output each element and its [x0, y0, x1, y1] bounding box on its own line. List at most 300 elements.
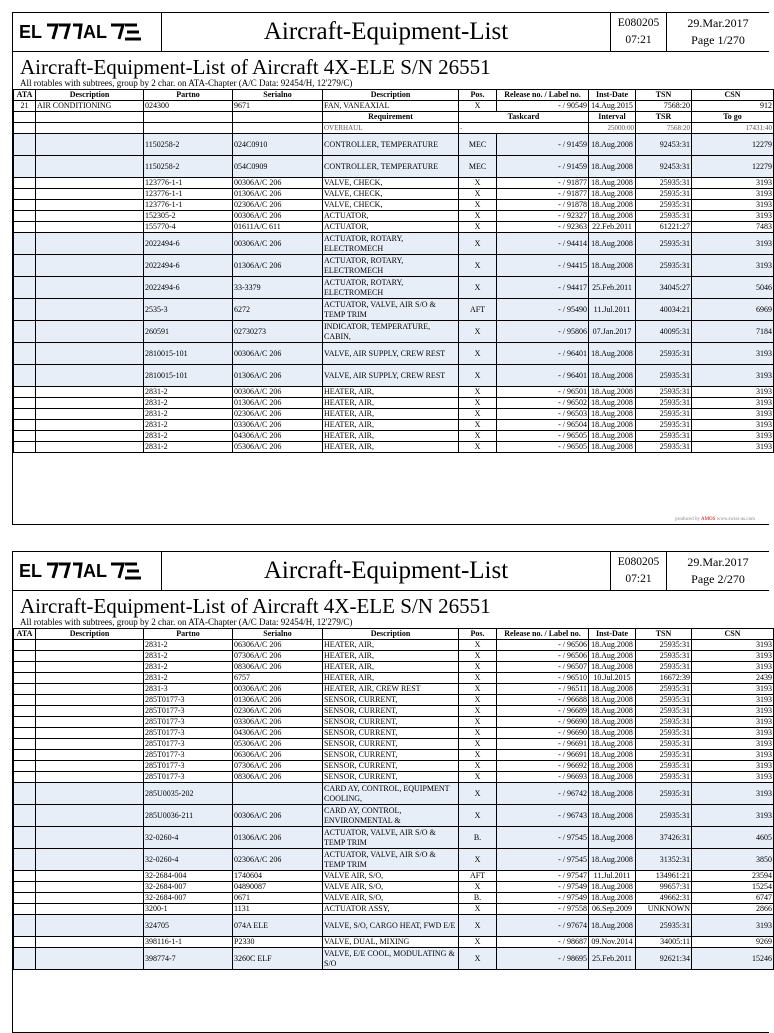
cell-pos: X: [459, 651, 497, 662]
cell-chapter: [36, 717, 144, 728]
cell-partno: 285T0177-3: [144, 695, 233, 706]
table-row: [14, 706, 774, 717]
cell-serialno: 00306A/C 206: [233, 233, 323, 255]
page-header: [13, 552, 769, 591]
cell-tsn: 25935:31: [636, 211, 692, 222]
cell-partno: 285T0177-3: [144, 728, 233, 739]
cell-release: - / 96689: [497, 706, 589, 717]
cell-csn: 5046: [692, 277, 774, 299]
cell-partno: 32-0260-4: [144, 849, 233, 871]
table-header: [14, 629, 774, 640]
requirement-header-row: [14, 112, 774, 123]
cell-inst-date: 18.Aug.2008: [589, 761, 636, 772]
cell-release: - / 96511: [497, 684, 589, 695]
cell-pos: X: [459, 387, 497, 398]
table-row: [14, 442, 774, 453]
cell-serialno: 03306A/C 206: [233, 420, 323, 431]
doc-code: [611, 13, 667, 51]
cell-inst-date: 18.Aug.2008: [589, 398, 636, 409]
cell-description: ACTUATOR,: [323, 211, 459, 222]
cell-serialno: 1131: [233, 904, 323, 915]
cell-partno: 2831-2: [144, 387, 233, 398]
cell-inst-date: 18.Aug.2008: [589, 695, 636, 706]
cell-chapter: [36, 904, 144, 915]
cell-partno: 2535-3: [144, 299, 233, 321]
cell-ata: [14, 365, 36, 387]
cell-ata: [14, 948, 36, 970]
cell-partno: 2831-2: [144, 442, 233, 453]
cell-inst-date: 11.Jul.2011: [589, 299, 636, 321]
req-tsr-value: 7568:20: [636, 123, 692, 134]
cell-tsn: 25935:31: [636, 728, 692, 739]
page-number: Page 2/270: [691, 572, 745, 586]
cell-partno: 2831-2: [144, 398, 233, 409]
col-description: Description: [36, 90, 144, 101]
cell-tsn: 25935:31: [636, 717, 692, 728]
cell-ata: [14, 882, 36, 893]
cell-tsn: 34045:27: [636, 277, 692, 299]
table-row: [14, 101, 774, 112]
cell-csn: 7483: [692, 222, 774, 233]
cell-tsn: 25935:31: [636, 662, 692, 673]
cell-serialno: 00306A/C 206: [233, 211, 323, 222]
table-row: [14, 343, 774, 365]
col-tsn: TSN: [636, 629, 692, 640]
cell-serialno: 024C0910: [233, 134, 323, 156]
cell-partno: 123776-1-1: [144, 200, 233, 211]
req-interval-value: 25000:00: [589, 123, 636, 134]
cell-description: VALVE, S/O, CARGO HEAT, FWD E/E: [323, 915, 459, 937]
table-row: [14, 761, 774, 772]
footer-prefix: produced by: [675, 517, 701, 522]
cell-inst-date: 18.Aug.2008: [589, 420, 636, 431]
cell-serialno: 01611A/C 611: [233, 222, 323, 233]
cell-chapter: [36, 442, 144, 453]
cell-partno: 285U0035-202: [144, 783, 233, 805]
cell-csn: 3193: [692, 717, 774, 728]
cell-tsn: 92453:31: [636, 134, 692, 156]
cell-serialno: 01306A/C 206: [233, 255, 323, 277]
doc-time: 07:21: [625, 573, 652, 585]
cell-pos: X: [459, 211, 497, 222]
cell-release: - / 97674: [497, 915, 589, 937]
cell-serialno: 04890087: [233, 882, 323, 893]
col-pos: Pos.: [459, 629, 497, 640]
cell-chapter: [36, 189, 144, 200]
cell-pos: X: [459, 717, 497, 728]
cell-tsn: 25935:31: [636, 431, 692, 442]
cell-csn: 6747: [692, 893, 774, 904]
cell-inst-date: 18.Aug.2008: [589, 750, 636, 761]
cell-inst-date: 18.Aug.2008: [589, 684, 636, 695]
table-row: [14, 255, 774, 277]
cell-inst-date: 09.Nov.2014: [589, 937, 636, 948]
col-release: Release no. / Label no.: [497, 629, 589, 640]
cell-partno: 285T0177-3: [144, 750, 233, 761]
cell-chapter: [36, 156, 144, 178]
cell-pos: X: [459, 750, 497, 761]
report-page-1: [12, 12, 772, 525]
cell-chapter: [36, 640, 144, 651]
cell-serialno: [233, 783, 323, 805]
cell-description: HEATER, AIR,: [323, 673, 459, 684]
cell-ata: [14, 189, 36, 200]
cell-chapter: [36, 409, 144, 420]
cell-tsn: 25935:31: [636, 365, 692, 387]
cell-ata: [14, 398, 36, 409]
cell-csn: 3193: [692, 772, 774, 783]
cell-tsn: 25935:31: [636, 761, 692, 772]
col-csn: CSN: [692, 629, 774, 640]
table-row: [14, 200, 774, 211]
cell-release: - / 96502: [497, 398, 589, 409]
report-date: 29.Mar.2017: [687, 555, 749, 569]
table-row: [14, 387, 774, 398]
cell-chapter: [36, 277, 144, 299]
cell-pos: X: [459, 189, 497, 200]
cell-inst-date: 18.Aug.2008: [589, 783, 636, 805]
cell-release: - / 91459: [497, 156, 589, 178]
cell-description: VALVE AIR, S/O,: [323, 871, 459, 882]
cell-description: SENSOR, CURRENT,: [323, 750, 459, 761]
cell-pos: MEC: [459, 156, 497, 178]
cell-csn: 912: [692, 101, 774, 112]
cell-chapter: [36, 827, 144, 849]
cell-chapter: [36, 211, 144, 222]
cell-description: SENSOR, CURRENT,: [323, 706, 459, 717]
cell-tsn: 25935:31: [636, 706, 692, 717]
cell-csn: 3193: [692, 178, 774, 189]
cell-csn: 3193: [692, 343, 774, 365]
cell-description: VALVE, AIR SUPPLY, CREW REST: [323, 343, 459, 365]
cell-serialno: 3260C ELF: [233, 948, 323, 970]
cell-partno: 123776-1-1: [144, 189, 233, 200]
col-serialno: Serialno: [233, 629, 323, 640]
cell-csn: 3193: [692, 728, 774, 739]
cell-release: - / 97549: [497, 893, 589, 904]
cell-serialno: 07306A/C 206: [233, 651, 323, 662]
cell-release: - / 96506: [497, 651, 589, 662]
cell-tsn: 25935:31: [636, 772, 692, 783]
cell-csn: 3193: [692, 442, 774, 453]
cell-inst-date: 18.Aug.2008: [589, 893, 636, 904]
cell-partno: 285T0177-3: [144, 761, 233, 772]
cell-csn: 3193: [692, 409, 774, 420]
cell-chapter: [36, 849, 144, 871]
cell-inst-date: 18.Aug.2008: [589, 662, 636, 673]
cell-partno: 2022494-6: [144, 277, 233, 299]
cell-partno: 32-2684-004: [144, 871, 233, 882]
cell-ata: [14, 233, 36, 255]
cell-partno: 2810015-101: [144, 343, 233, 365]
cell-csn: 3193: [692, 783, 774, 805]
cell-serialno: 04306A/C 206: [233, 431, 323, 442]
cell-pos: X: [459, 398, 497, 409]
cell-release: - / 90549: [497, 101, 589, 112]
list-subtitle: Aircraft-Equipment-List of Aircraft 4X-ELE S/N 26551: [20, 594, 491, 618]
cell-release: - / 96691: [497, 750, 589, 761]
req-taskcard: Taskcard: [459, 112, 589, 123]
cell-release: - / 91878: [497, 200, 589, 211]
cell-serialno: 03306A/C 206: [233, 717, 323, 728]
list-subline: All rotables with subtrees, group by 2 char. on ATA-Chapter (A/C Data: 92454/H, 12'279/C): [20, 78, 353, 88]
cell-description: ACTUATOR, VALVE, AIR S/O & TEMP TRIM: [323, 849, 459, 871]
table-row: [14, 277, 774, 299]
elal-logo: [13, 13, 162, 51]
cell-release: - / 96506: [497, 640, 589, 651]
cell-description: SENSOR, CURRENT,: [323, 728, 459, 739]
cell-tsn: 25935:31: [636, 442, 692, 453]
req-tsr: TSR: [636, 112, 692, 123]
cell-ata: [14, 200, 36, 211]
cell-inst-date: 18.Aug.2008: [589, 805, 636, 827]
table-row: [14, 750, 774, 761]
cell-csn: 3193: [692, 761, 774, 772]
cell-tsn: UNKNOWN: [636, 904, 692, 915]
svg-text:EL: EL: [19, 561, 43, 581]
table-row: [14, 948, 774, 970]
cell-ata: [14, 134, 36, 156]
cell-release: - / 97558: [497, 904, 589, 915]
cell-serialno: 1740604: [233, 871, 323, 882]
cell-inst-date: 25.Feb.2011: [589, 948, 636, 970]
cell-tsn: 34005:11: [636, 937, 692, 948]
col-ata: ATA: [14, 629, 36, 640]
cell-ata: [14, 761, 36, 772]
cell-chapter: [36, 134, 144, 156]
cell-partno: 285T0177-3: [144, 739, 233, 750]
cell-ata: [14, 684, 36, 695]
cell-ata: [14, 662, 36, 673]
cell-csn: 3193: [692, 431, 774, 442]
cell-inst-date: 18.Aug.2008: [589, 365, 636, 387]
cell-serialno: 05306A/C 206: [233, 442, 323, 453]
cell-inst-date: 18.Aug.2008: [589, 233, 636, 255]
cell-serialno: 01306A/C 206: [233, 189, 323, 200]
cell-description: SENSOR, CURRENT,: [323, 717, 459, 728]
cell-description: HEATER, AIR,: [323, 640, 459, 651]
table-row: [14, 772, 774, 783]
cell-description: ACTUATOR, VALVE, AIR S/O & TEMP TRIM: [323, 299, 459, 321]
cell-tsn: 61221:27: [636, 222, 692, 233]
cell-tsn: 92453:31: [636, 156, 692, 178]
cell-tsn: 25935:31: [636, 750, 692, 761]
cell-partno: 2831-3: [144, 684, 233, 695]
col-csn: CSN: [692, 90, 774, 101]
cell-inst-date: 18.Aug.2008: [589, 189, 636, 200]
page-number: Page 1/270: [691, 33, 745, 47]
cell-serialno: 00306A/C 206: [233, 343, 323, 365]
cell-chapter: [36, 937, 144, 948]
cell-chapter: [36, 706, 144, 717]
cell-release: - / 96693: [497, 772, 589, 783]
date-page: [667, 552, 769, 590]
cell-chapter: [36, 387, 144, 398]
cell-description: VALVE, AIR SUPPLY, CREW REST: [323, 365, 459, 387]
cell-pos: B.: [459, 827, 497, 849]
table-row: [14, 805, 774, 827]
cell-partno: 2810015-101: [144, 365, 233, 387]
list-subtitle: Aircraft-Equipment-List of Aircraft 4X-ELE S/N 26551: [20, 55, 491, 79]
cell-csn: 3193: [692, 706, 774, 717]
cell-chapter: [36, 299, 144, 321]
cell-ata: [14, 871, 36, 882]
cell-serialno: 02306A/C 206: [233, 200, 323, 211]
cell-inst-date: 18.Aug.2008: [589, 739, 636, 750]
svg-text:EL: EL: [19, 22, 43, 42]
cell-serialno: 08306A/C 206: [233, 662, 323, 673]
cell-tsn: 25935:31: [636, 233, 692, 255]
cell-pos: AFT: [459, 871, 497, 882]
page-header: [13, 13, 769, 52]
cell-tsn: 25935:31: [636, 420, 692, 431]
cell-ata: [14, 277, 36, 299]
cell-csn: 9269: [692, 937, 774, 948]
cell-pos: X: [459, 233, 497, 255]
cell-tsn: 25935:31: [636, 255, 692, 277]
req-requirement: Requirement: [323, 112, 459, 123]
cell-chapter: [36, 739, 144, 750]
cell-pos: X: [459, 409, 497, 420]
cell-csn: 7184: [692, 321, 774, 343]
equipment-table: [13, 628, 774, 970]
cell-chapter: [36, 420, 144, 431]
table-row: [14, 640, 774, 651]
table-row: [14, 915, 774, 937]
cell-description: HEATER, AIR,: [323, 409, 459, 420]
cell-csn: 3193: [692, 189, 774, 200]
report-title: Aircraft-Equipment-List: [162, 552, 611, 590]
cell-inst-date: 18.Aug.2008: [589, 156, 636, 178]
cell-ata: [14, 827, 36, 849]
cell-ata: [14, 695, 36, 706]
cell-serialno: 06306A/C 206: [233, 640, 323, 651]
cell-csn: 3193: [692, 915, 774, 937]
report-date: 29.Mar.2017: [687, 16, 749, 30]
cell-serialno: 08306A/C 206: [233, 772, 323, 783]
cell-serialno: 02730273: [233, 321, 323, 343]
col-inst-date: Inst-Date: [589, 629, 636, 640]
table-row: [14, 420, 774, 431]
cell-ata: [14, 783, 36, 805]
cell-tsn: 25935:31: [636, 387, 692, 398]
cell-csn: 3193: [692, 695, 774, 706]
cell-ata: [14, 222, 36, 233]
cell-pos: X: [459, 662, 497, 673]
cell-ata: [14, 915, 36, 937]
cell-serialno: 01306A/C 206: [233, 365, 323, 387]
cell-ata: [14, 640, 36, 651]
report-title: Aircraft-Equipment-List: [162, 13, 611, 51]
cell-description: HEATER, AIR,: [323, 442, 459, 453]
cell-pos: X: [459, 948, 497, 970]
elal-logo: [13, 552, 162, 590]
cell-ata: [14, 651, 36, 662]
cell-partno: 398774-7: [144, 948, 233, 970]
cell-description: ACTUATOR, ROTARY, ELECTROMECH: [323, 277, 459, 299]
table-row: [14, 673, 774, 684]
doc-code: [611, 552, 667, 590]
cell-ata: [14, 937, 36, 948]
cell-tsn: 25935:31: [636, 189, 692, 200]
page-footer: [675, 517, 755, 522]
cell-tsn: 31352:31: [636, 849, 692, 871]
cell-pos: X: [459, 805, 497, 827]
cell-partno: 32-2684-007: [144, 893, 233, 904]
cell-tsn: 25935:31: [636, 409, 692, 420]
cell-description: HEATER, AIR, CREW REST: [323, 684, 459, 695]
cell-release: - / 91877: [497, 178, 589, 189]
cell-ata: [14, 321, 36, 343]
svg-text:AL: AL: [83, 22, 107, 42]
cell-serialno: 00306A/C 206: [233, 387, 323, 398]
col-part-description: Description: [323, 629, 459, 640]
cell-release: - / 96507: [497, 662, 589, 673]
cell-csn: 3193: [692, 200, 774, 211]
cell-inst-date: 18.Aug.2008: [589, 178, 636, 189]
doc-code-value: E080205: [617, 556, 660, 568]
cell-partno: 2022494-6: [144, 233, 233, 255]
table-row: [14, 728, 774, 739]
cell-chapter: [36, 871, 144, 882]
cell-release: - / 98687: [497, 937, 589, 948]
cell-release: - / 97545: [497, 849, 589, 871]
requirement-row: [14, 123, 774, 134]
cell-partno: 260591: [144, 321, 233, 343]
cell-csn: 3193: [692, 805, 774, 827]
col-ata: ATA: [14, 90, 36, 101]
cell-tsn: 25935:31: [636, 200, 692, 211]
cell-tsn: 25935:31: [636, 398, 692, 409]
cell-description: HEATER, AIR,: [323, 431, 459, 442]
cell-inst-date: 18.Aug.2008: [589, 134, 636, 156]
cell-ata: 21: [14, 101, 36, 112]
cell-pos: X: [459, 365, 497, 387]
cell-inst-date: 18.Aug.2008: [589, 728, 636, 739]
equipment-table: [13, 89, 774, 453]
cell-partno: 285T0177-3: [144, 706, 233, 717]
table-row: [14, 409, 774, 420]
cell-tsn: 49662:31: [636, 893, 692, 904]
footer-amos: AMOS: [701, 517, 716, 522]
cell-partno: 2022494-6: [144, 255, 233, 277]
cell-partno: 285T0177-3: [144, 717, 233, 728]
cell-inst-date: 06.Sep.2009: [589, 904, 636, 915]
cell-ata: [14, 255, 36, 277]
cell-partno: 3200-1: [144, 904, 233, 915]
col-partno: Partno: [144, 629, 233, 640]
cell-release: - / 97545: [497, 827, 589, 849]
col-inst-date: Inst-Date: [589, 90, 636, 101]
cell-pos: X: [459, 882, 497, 893]
cell-pos: X: [459, 915, 497, 937]
cell-ata: [14, 442, 36, 453]
cell-inst-date: 11.Jul.2011: [589, 871, 636, 882]
cell-description: HEATER, AIR,: [323, 420, 459, 431]
cell-ata: [14, 420, 36, 431]
cell-ata: [14, 156, 36, 178]
req-togo: To go: [692, 112, 774, 123]
cell-pos: X: [459, 783, 497, 805]
cell-ata: [14, 805, 36, 827]
cell-partno: 2831-2: [144, 420, 233, 431]
cell-partno: 32-2684-007: [144, 882, 233, 893]
cell-tsn: 25935:31: [636, 343, 692, 365]
table-row: [14, 662, 774, 673]
cell-ata: [14, 178, 36, 189]
cell-description: ACTUATOR,: [323, 222, 459, 233]
cell-description: VALVE, CHECK,: [323, 200, 459, 211]
